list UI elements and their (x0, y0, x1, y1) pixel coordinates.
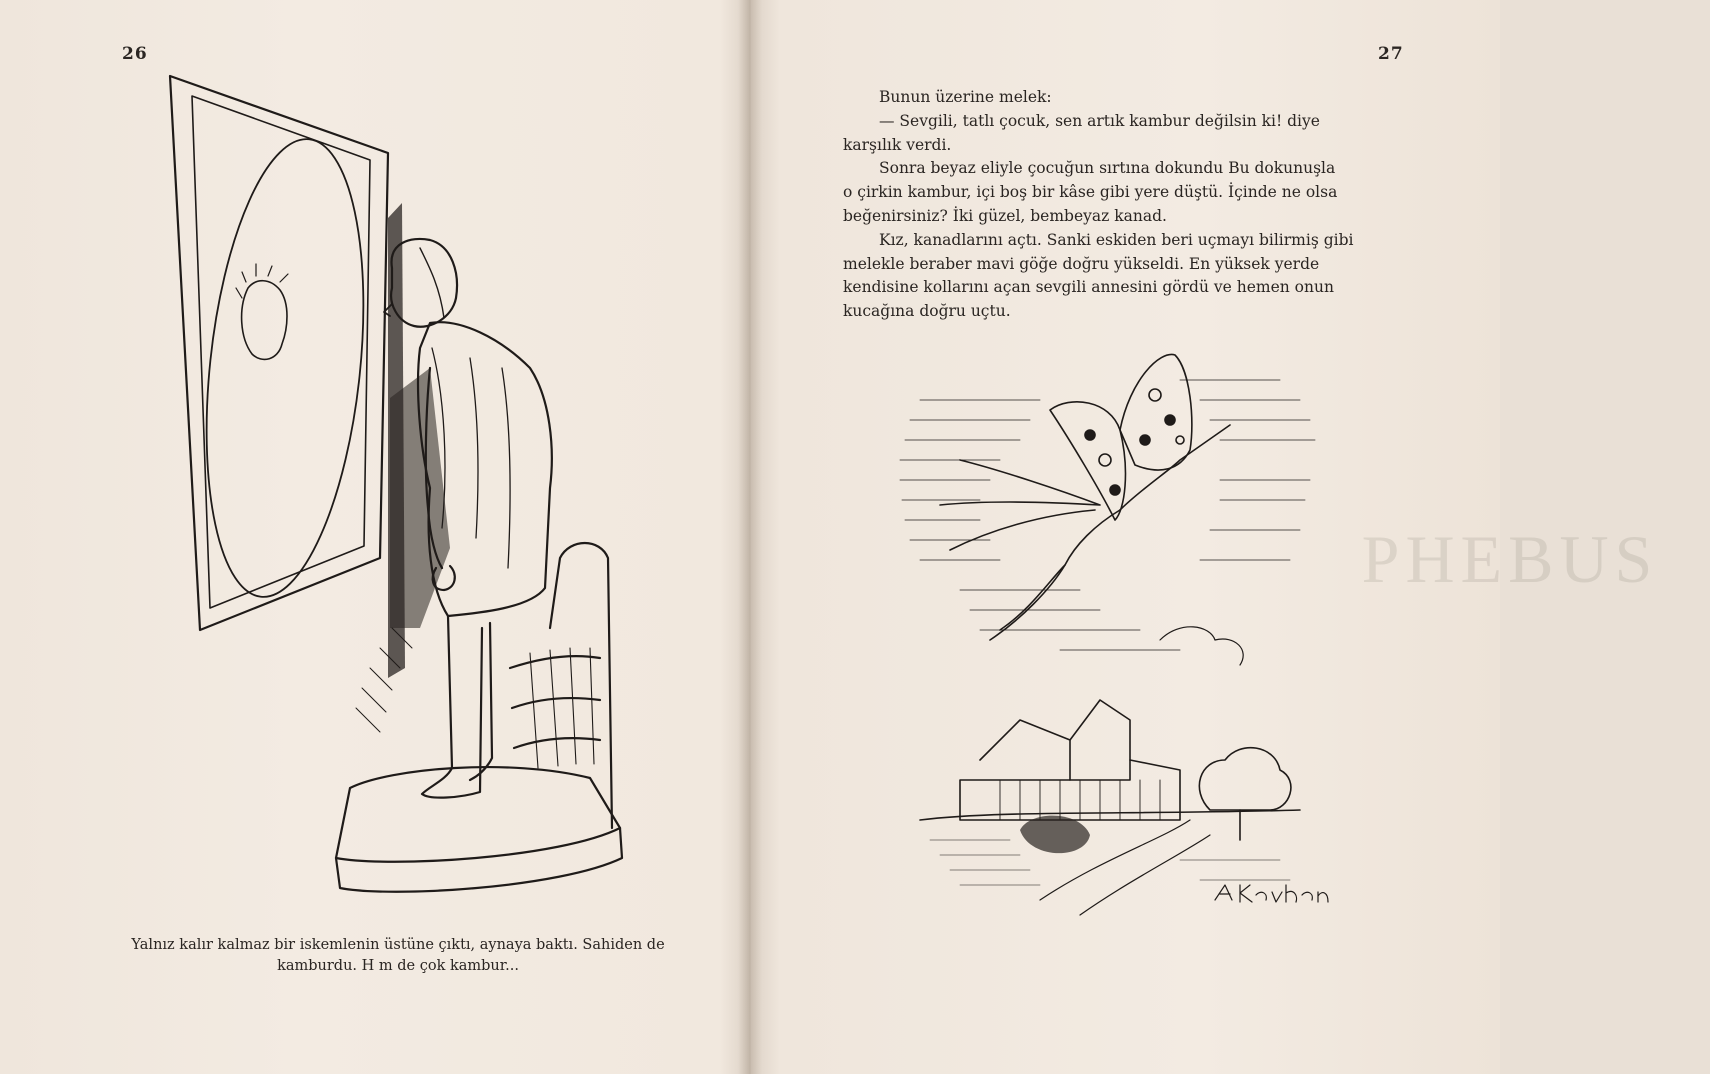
text-line: melekle beraber mavi göğe doğru yükseldi. En yüksek yerde (843, 254, 1320, 273)
flying-girl-illustration (880, 340, 1330, 930)
caption-line: kamburdu. H m de çok kambur... (277, 958, 519, 974)
text-line: Sonra beyaz eliyle çocuğun sırtına dokundu Bu dokunuşla (879, 159, 1336, 178)
text-line: Bunun üzerine melek: (879, 88, 1052, 106)
watermark-text: PHEBUS (1361, 521, 1659, 597)
story-text (843, 86, 1403, 324)
caption-line: Yalnız kalır kalmaz bir iskemlenin üstüne çıktı, aynaya baktı. Sahiden de (131, 937, 665, 953)
text-line: — Sevgili, tatlı çocuk, sen artık kambur değilsin ki! diye (879, 111, 1320, 130)
text-line: kucağına doğru uçtu. (843, 302, 1011, 321)
right-page (750, 0, 1659, 1074)
text-line: karşılık verdi. (843, 135, 952, 154)
page-number-right: 27 (1378, 44, 1404, 64)
illustration-caption (128, 935, 668, 977)
text-line: beğenirsiniz? İki güzel, bembeyaz kanad. (843, 206, 1167, 225)
mirror-girl-illustration (130, 68, 650, 928)
left-page (0, 0, 750, 1074)
text-line: kendisine kollarını açan sevgili annesini gördü ve hemen onun (843, 278, 1334, 297)
text-line: Kız, kanadlarını açtı. Sanki eskiden beri uçmayı bilirmiş gibi (879, 230, 1354, 249)
page-number-left: 26 (122, 44, 148, 64)
text-line: o çirkin kambur, içi boş bir kâse gibi yere düştü. İçinde ne olsa (843, 183, 1338, 202)
